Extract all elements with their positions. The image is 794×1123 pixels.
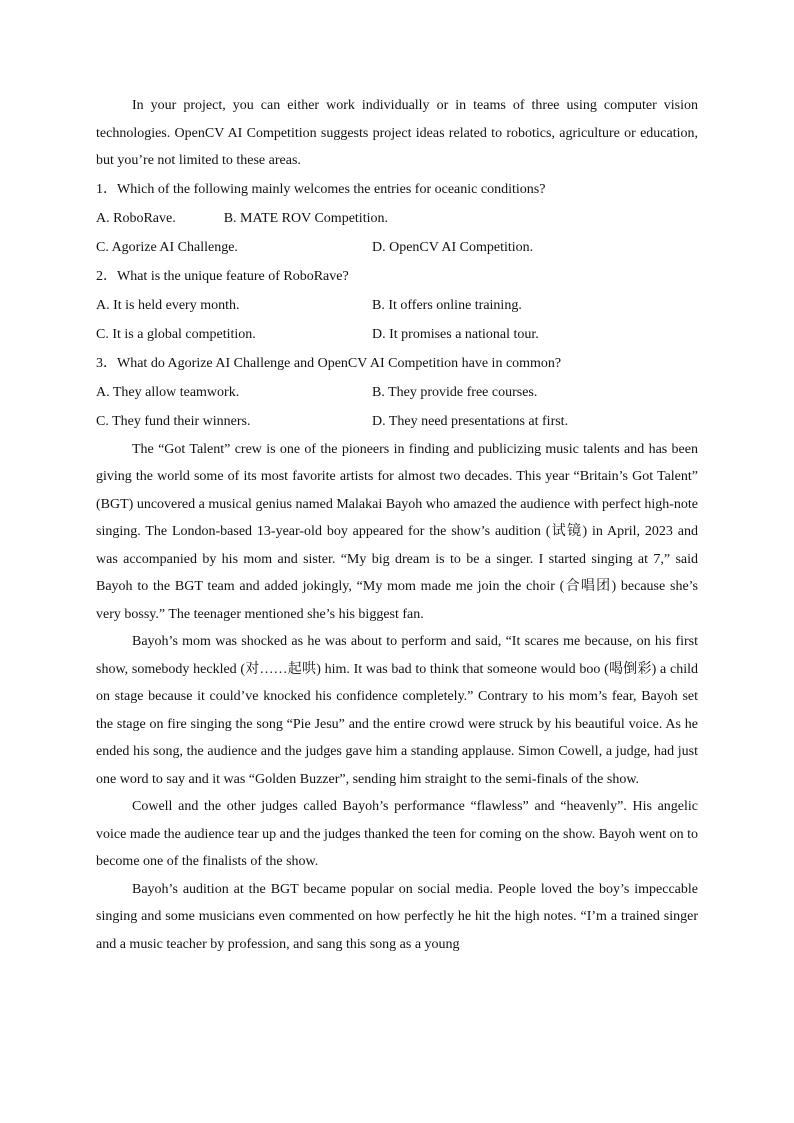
question-stem: 1．Which of the following mainly welcomes the entries for oceanic conditions? — [96, 181, 546, 197]
option-b: B. It offers online training. — [372, 297, 522, 313]
option-a: A. RoboRave. — [96, 210, 176, 226]
options — [96, 291, 698, 320]
passage-paragraph-4: Bayoh’s audition at the BGT became popular on social media. People loved the boy’s impeccable singing and some musicians even commented on how perfectly he hit the high notes. “I’m a trained singer and a music teacher by profession, and sang this song as a young — [96, 881, 698, 952]
document-page — [96, 92, 698, 958]
options — [96, 320, 698, 349]
option-a: A. They allow teamwork. — [96, 384, 240, 400]
option-d: D. It promises a national tour. — [372, 326, 539, 342]
passage-paragraph-2: Bayoh’s mom was shocked as he was about to perform and said, “It scares me because, on his first show, somebody heckled (对……起哄) him. It was bad to think that someone would boo (喝倒彩) a child on stage because it could’ve knocked his confidence completely.” Contrary to his mom’s fear, Bayoh set the stage on fire singing the song “Pie Jesu” and the entire crowd were struck by his beautiful voice. As he ended his song, the audience and the judges gave him a standing applause. Simon Cowell, a judge, had just one word to say and it was “Golden Buzzer”, sending him straight to the semi-finals of the show. — [96, 634, 698, 787]
passage-paragraph-3: Cowell and the other judges called Bayoh’s performance “flawless” and “heavenly”. His angelic voice made the audience tear up and the judges thanked the teen for coming on the show. Bayoh went on to become one of the finalists of the show. — [96, 799, 698, 869]
options — [96, 204, 698, 233]
option-a: A. It is held every month. — [96, 297, 240, 313]
question-1 — [96, 175, 698, 262]
options — [96, 407, 698, 436]
option-d: D. OpenCV AI Competition. — [372, 239, 534, 255]
options — [96, 233, 698, 262]
option-d: D. They need presentations at first. — [372, 413, 569, 429]
passage-paragraph-1: The “Got Talent” crew is one of the pioneers in finding and publicizing music talents and has been giving the world some of its most favorite artists for almost two decades. This year “Britain’s Got Talent” (BGT) uncovered a musical genius named Malakai Bayoh who amazed the audience with perfect high-note singing. The London-based 13-year-old boy appeared for the show’s audition (试镜) in April, 2023 and was accompanied by his mom and sister. “My big dream is to be a singer. I started singing at 7,” said Bayoh to the BGT team and added jokingly, “My mom made me join the choir (合唱团) because she’s very bossy.” The teenager mentioned she’s his biggest fan. — [96, 441, 698, 622]
question-stem: 2．What is the unique feature of RoboRave? — [96, 268, 349, 284]
option-c: C. It is a global competition. — [96, 326, 256, 342]
intro-paragraph: In your project, you can either work individually or in teams of three using computer vision technologies. OpenCV AI Competition suggests project ideas related to robotics, agriculture or education, but you’re not limited to these areas. — [96, 98, 698, 168]
option-c: C. Agorize AI Challenge. — [96, 239, 238, 255]
question-2 — [96, 262, 698, 349]
question-stem: 3．What do Agorize AI Challenge and OpenCV AI Competition have in common? — [96, 355, 562, 371]
option-b: B. MATE ROV Competition. — [223, 210, 388, 226]
option-b: B. They provide free courses. — [372, 384, 538, 400]
options — [96, 378, 698, 407]
option-c: C. They fund their winners. — [96, 413, 251, 429]
question-3 — [96, 349, 698, 436]
